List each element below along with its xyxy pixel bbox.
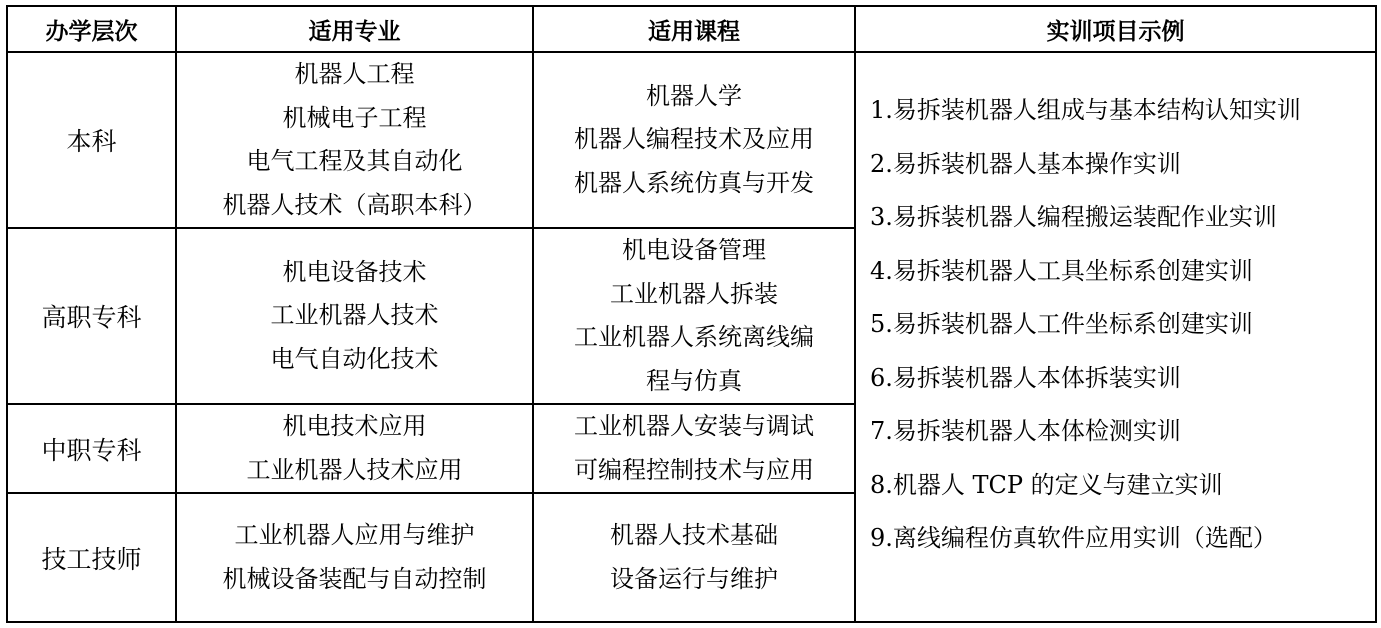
header-courses: 适用课程 [533,6,855,52]
courses-cell [533,493,855,622]
major-item: 机械设备装配与自动控制 [222,564,487,593]
courses-cell [533,404,855,493]
level-cell: 高职专科 [7,228,176,404]
major-item: 机器人工程 [294,60,415,88]
training-example-item: 1.易拆装机器人组成与基本结构认知实训 [870,96,1301,124]
course-item: 工业机器人拆装 [610,279,778,308]
training-example-item: 7.易拆装机器人本体检测实训 [870,417,1181,445]
major-item: 工业机器人技术 [270,301,439,330]
major-item: 电气自动化技术 [270,344,439,373]
training-example-item: 9.离线编程仿真软件应用实训（选配） [870,524,1277,552]
header-majors: 适用专业 [176,6,533,52]
course-item: 可编程控制技术与应用 [574,455,814,484]
major-item: 机电技术应用 [282,412,427,440]
major-item: 工业机器人应用与维护 [234,521,475,549]
major-item: 机器人技术（高职本科） [222,190,487,219]
major-item: 机械电子工程 [282,103,427,132]
level-cell: 技工技师 [7,493,176,622]
training-example-item: 2.易拆装机器人基本操作实训 [870,149,1181,178]
training-example-item: 8.机器人 TCP 的定义与建立实训 [870,470,1223,499]
majors-cell [176,493,533,622]
course-item: 机器人编程技术及应用 [574,125,814,154]
course-item: 机器人系统仿真与开发 [574,168,814,197]
level-cell: 本科 [7,52,176,228]
level-cell: 中职专科 [7,404,176,493]
majors-cell [176,52,533,228]
major-item: 电气工程及其自动化 [246,147,463,175]
courses-cell [533,52,855,228]
courses-cell [533,228,855,404]
header-training-examples: 实训项目示例 [855,6,1376,52]
major-item: 工业机器人技术应用 [246,455,463,484]
major-item: 机电设备技术 [282,257,427,286]
majors-cell [176,228,533,404]
course-item: 工业机器人系统离线编 [574,323,814,351]
training-example-item: 3.易拆装机器人编程搬运装配作业实训 [870,203,1277,231]
course-item: 工业机器人安装与调试 [574,412,814,440]
course-item: 机电设备管理 [622,236,766,264]
training-examples-cell [855,52,1376,622]
training-example-item: 5.易拆装机器人工件坐标系创建实训 [870,310,1253,338]
training-example-item: 4.易拆装机器人工具坐标系创建实训 [870,256,1253,285]
table-row [7,52,1376,228]
header-level: 办学层次 [7,6,176,52]
course-item: 设备运行与维护 [610,564,778,593]
training-example-item: 6.易拆装机器人本体拆装实训 [870,363,1181,392]
course-item: 机器人学 [646,81,742,110]
course-item: 程与仿真 [646,366,742,395]
header-row [7,6,1376,52]
majors-cell [176,404,533,493]
course-item: 机器人技术基础 [610,521,778,549]
curriculum-table [6,5,1377,623]
